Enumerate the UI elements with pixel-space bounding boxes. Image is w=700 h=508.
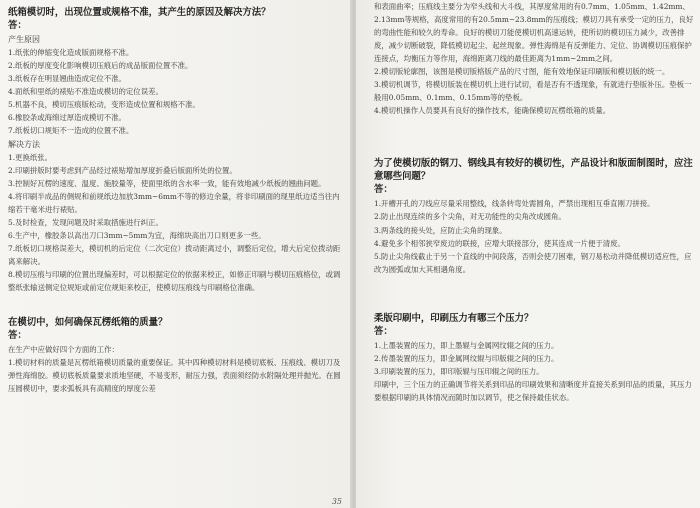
- section-spacer: [8, 294, 344, 316]
- solution-heading: 解决方法: [8, 139, 40, 149]
- list-item: 2.传墨装置的压力，即金属网纹辊与印版辊之间的压力。: [374, 353, 559, 363]
- list-item: 1.更换纸张。: [8, 152, 53, 162]
- list-item: 6.生产中，橡胶条以高出刀口3mm~5mm为宜，海绵块高出刀口则更多一些。: [8, 231, 266, 241]
- list-item: 1.开槽开孔的刀线应尽量采用整线，线条转弯处需圆角，严禁出现相互垂直刚刀拼接。: [374, 199, 655, 209]
- answer-label: 答：: [374, 184, 393, 196]
- section-question-quality: 在模切中，如何确保瓦楞纸箱的质量？: [8, 317, 168, 329]
- list-item: 1.纸张的伸缩变化造成版面规格不准。: [8, 48, 134, 58]
- section-question-positioning: 纸箱模切时，出现位置或规格不准，其产生的原因及解决方法？: [8, 7, 271, 18]
- list-item: 4.面纸和里纸的裱贴不准造成模切的定位误差。: [8, 87, 163, 97]
- right-page-content: [356, 0, 700, 508]
- list-item: 2.模切版轮廓图，该图是模切版格版产品的尺寸图，能有效地保证印刷版和模切版的统一。: [374, 67, 670, 77]
- pressure-list: [374, 339, 694, 404]
- section-spacer: [374, 117, 694, 157]
- cause-heading: 产生原因: [8, 35, 40, 44]
- list-item: 3.印刷装置的压力，即印版辊与压印辊之间的压力。: [374, 366, 544, 376]
- section-question-die-design: 为了使模切版的钢刀、钢线具有较好的模切性，产品设计和版面制图时，应注意哪些问题？: [374, 158, 693, 183]
- section-spacer: [374, 276, 694, 312]
- solution-list: [8, 151, 344, 295]
- list-item: 2.印刷拼版时要考虑到产品经过裱贴增加厚度折叠后版面所处的位置。: [8, 165, 237, 175]
- section-question-flexo-pressure: 柔版印刷中，印刷压力有哪三个压力？: [374, 312, 534, 324]
- section-intro: 在生产中应做好四个方面的工作：: [8, 345, 119, 355]
- continued-list: [374, 0, 694, 117]
- list-item: 和表面曲率；压痕线主要分为窄头线和大斗线，其厚度常用的有0.7mm、1.05mm、1.42mm、2.13mm等规格，高度常用的有20.5mm~23.8mm的压痕线；模切刀具有承受一定的压力，良好的弯曲性能和较久的寿命。良好的模切刀能使模切机高速运转，使所切的模切压力减少，改善排废，减少切断破裂，降低模切起尘、起丝现象。弹性海绵是有反弹能力、定位、协调模切压痕保护连接点，均衡压力等作用，海绵距离刀线的最佳距离为1mm~2mm之间。: [374, 2, 694, 64]
- list-item: 8.模切压痕与印刷的位置出现偏差时，可以根据定位的依据来校正，如修正印刷与模切压痕格位，或调整纸张输送侧定位规矩或前定位规矩来校正，使模切压痕线与印刷格位准确。: [8, 270, 341, 293]
- list-item: 印刷中，三个压力的正确调节将关系到印品的印刷效果和清晰度并直接关系到印品的质量，其压力要根据印刷的具体情况而随时加以调节，使之保持最佳状态。: [374, 379, 692, 402]
- list-item: 3.纸板存在明显翘曲造成定位不准。: [8, 74, 126, 84]
- list-item: 7.纸板切口规格误差大，模切机的后定位（二次定位）拨动距离过小，调整后定位，增大后定位拨动距离来解决。: [8, 244, 341, 267]
- list-item: 3.控制好瓦楞的速度、温度、施胶量等，使面里纸的含水率一致，能有效地减少纸板的翘曲问题。: [8, 178, 326, 188]
- list-item: 6.橡胶条或海绵过厚造成模切不准。: [8, 113, 126, 123]
- list-item: 4.将印刷半成品的侧规和前规纸边加放3mm~6mm不等的修边余量，将非印刷面的现里纸边适当往内缩若干毫米进行裱贴。: [8, 191, 340, 214]
- list-item: 1.上墨装置的压力，即上墨辊与金属网纹辊之间的压力。: [374, 340, 559, 350]
- page-number: 35: [331, 497, 342, 506]
- design-rule-list: [374, 197, 694, 275]
- answer-label: 答：: [8, 330, 27, 342]
- list-item: 4.避免多个相邻狭窄废边的联接，应增大联接部分，使其连成一片便于清废。: [374, 238, 625, 248]
- list-item: 3.模切机调节，将模切版装在模切机上进行试切，看是否有不透现象，有就进行垫版补压。垫板一般用0.05mm、0.1mm、0.15mm等的垫板。: [374, 80, 692, 103]
- list-item: 2.纸板的厚度变化影响模切压痕后的成品版面位置不准。: [8, 61, 193, 71]
- answer-label: 答：: [8, 20, 27, 31]
- list-item: 4.模切机操作人员要具有良好的操作技术，能确保模切瓦楞纸箱的质量。: [374, 106, 611, 116]
- right-page: [356, 0, 700, 508]
- list-item: 5.机器不良，模切压痕版松动，变形造成位置和规格不准。: [8, 100, 200, 110]
- answer-label: 答：: [374, 325, 393, 337]
- list-item: 5.防止尖角线截止于另一个直线的中间段落，否则会使刀困难，钢刀易松动并降低模切适应性，应改为圆弧或加大其相遇角度。: [374, 251, 692, 274]
- cause-list: [8, 46, 344, 137]
- list-item: 5.及时检查，发现问题及时采取措施进行纠正。: [8, 217, 163, 227]
- list-item: 3.两条线的接头处，应防止尖角的现象。: [374, 225, 507, 235]
- list-item: 7.纸板切口规矩不一造成的位置不准。: [8, 126, 134, 136]
- list-item: 1.模切材料的质量是瓦楞纸箱模切质量的重要保证。其中四种模切材料是模切底板、压痕线、模切刀及弹性海绵胶。模切底板质量要求质地坚硬，不易变形，耐压力强，表面须经防水附隔处理并抛光。在圆压圆模切中，要求弧板具有高精度的厚度公差: [8, 358, 341, 394]
- list-item: 2.防止出现连续的多个尖角，对无功能性的尖角改成圆角。: [374, 212, 566, 222]
